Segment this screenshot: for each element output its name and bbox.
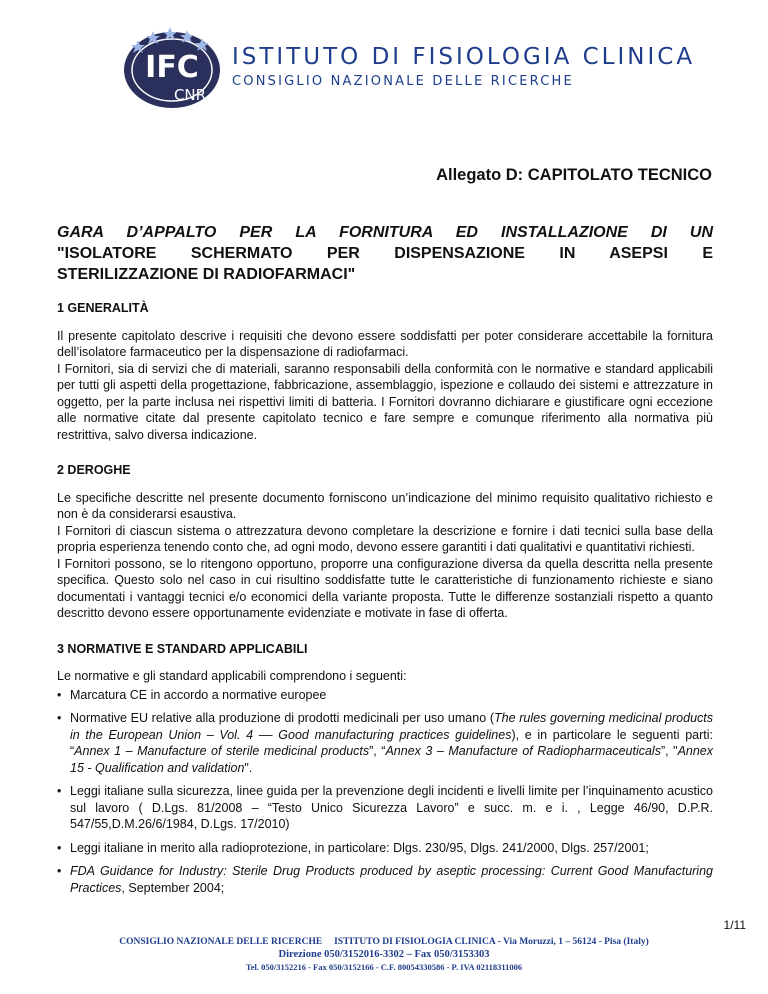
paragraph: I Fornitori, sia di servizi che di materiali, saranno responsabili della conformità con le normative e standard applicabili per tutti gli aspetti della progettazione, fabbricazione, assemblaggio, ispezione e collaudo dei sistemi e attrezzature in oggetto, per la parte inclusa nei rispettivi limiti di batteria. I Fornitori dovranno dichiarare e giustificare ogni eccezione alle normative citate dal presente capitolato tecnico e fare sempre e comunque riferimento alla normativa più restrittiva, salvo diversa indicazione.: [57, 361, 713, 442]
standards-list: [57, 687, 713, 897]
paragraph: I Fornitori possono, se lo ritengono opportuno, proporre una configurazione diversa da quella descritta nella presente specifica. Questo solo nel caso in cui risultino soddisfatte tutte le caratteristiche di funzionamento richieste e siano documentati i vantaggi tecnici e/o economici della variante proposta. Tutte le differenze sostanziali rispetto a quanto descritto devono essere opportunamente evidenziate e motivate in fase di offerta.: [57, 556, 713, 620]
section-deroghe: [57, 462, 713, 622]
footer-tax-info: Tel. 050/3152216 - Fax 050/3152166 - C.F. 80054330586 - P. IVA 02118311006: [245, 962, 523, 972]
institute-name: ISTITUTO DI FISIOLOGIA CLINICA: [232, 44, 696, 70]
document-annex-heading: Allegato D: CAPITOLATO TECNICO: [436, 166, 712, 184]
section-generalita: [57, 300, 713, 443]
section-normative: [57, 641, 713, 897]
institute-logo: [120, 22, 720, 112]
title-line-3: STERILIZZAZIONE DI RADIOFARMACI": [57, 266, 356, 283]
list-item: • Normative EU relative alla produzione di prodotti medicinali per uso umano (The rules governing medicinal products in the European Union – Vol. 4 –– Good manufacturing practices guidelines), e in particolare le seguenti parti: “Annex 1 – Manufacture of sterile medicinal products”, “Annex 3 – Manufacture of Radiopharmaceuticals”, "Annex 15 - Qualification and validation".: [57, 710, 713, 776]
page-footer: [0, 937, 768, 972]
footer-direction-phone: Direzione 050/3152016-3302 – Fax 050/3153303: [278, 949, 490, 960]
page-number: 1/11: [723, 918, 746, 932]
title-line-2: "ISOLATORE SCHERMATO PER DISPENSAZIONE IN ASEPSI E: [57, 245, 713, 262]
section-heading: 1 GENERALITÀ: [57, 301, 149, 315]
logo-letters-bottom: CNR: [173, 86, 207, 104]
paragraph: Il presente capitolato descrive i requisiti che devono essere soddisfatti per poter considerare accettabile la fornitura dell’isolatore farmaceutico per la dispensazione di radiofarmaci.: [57, 328, 713, 359]
title-line-1: GARA D’APPALTO PER LA FORNITURA ED INSTALLAZIONE DI UN: [57, 224, 713, 241]
section-heading: 3 NORMATIVE E STANDARD APPLICABILI: [57, 641, 308, 656]
paragraph: Le normative e gli standard applicabili comprendono i seguenti:: [57, 669, 407, 683]
ifc-cnr-logo-mark: [120, 22, 230, 112]
council-name: CONSIGLIO NAZIONALE DELLE RICERCHE: [232, 74, 574, 89]
document-title: [57, 222, 713, 285]
paragraph: I Fornitori di ciascun sistema o attrezzatura devono completare la descrizione e fornire i dati tecnici sulla base della propria esperienza tenendo conto che, ad ogni modo, devono essere garantiti i dati qualitativi e quantitativi richiesti.: [57, 523, 713, 554]
paragraph: Le specifiche descritte nel presente documento forniscono un’indicazione del minimo requisito qualitativo richiesto e non è da considerarsi esaustiva.: [57, 490, 713, 521]
footer-address: CONSIGLIO NAZIONALE DELLE RICERCHE ISTITUTO DI FISIOLOGIA CLINICA - Via Moruzzi, 1 – 56124 - Pisa (Italy): [119, 937, 649, 947]
list-item: • FDA Guidance for Industry: Sterile Drug Products produced by aseptic processing: Current Good Manufacturing Practices, September 2004;: [57, 863, 713, 896]
document-body: [57, 300, 713, 915]
list-item: • Marcatura CE in accordo a normative europee: [57, 687, 713, 704]
section-heading: 2 DEROGHE: [57, 463, 131, 477]
list-item: • Leggi italiane in merito alla radioprotezione, in particolare: Dlgs. 230/95, Dlgs. 241/2000, Dlgs. 257/2001;: [57, 840, 713, 857]
logo-letters-top: IFC: [145, 50, 199, 85]
list-item: • Leggi italiane sulla sicurezza, linee guida per la prevenzione degli incidenti e livelli limite per l’inquinamento acustico sul lavoro ( D.Lgs. 81/2008 – “Testo Unico Sicurezza Lavoro” e succ. m. e i. , Legge 46/90, D.P.R. 547/55,D.M.26/6/1984, D.Lgs. 17/2010): [57, 783, 713, 833]
